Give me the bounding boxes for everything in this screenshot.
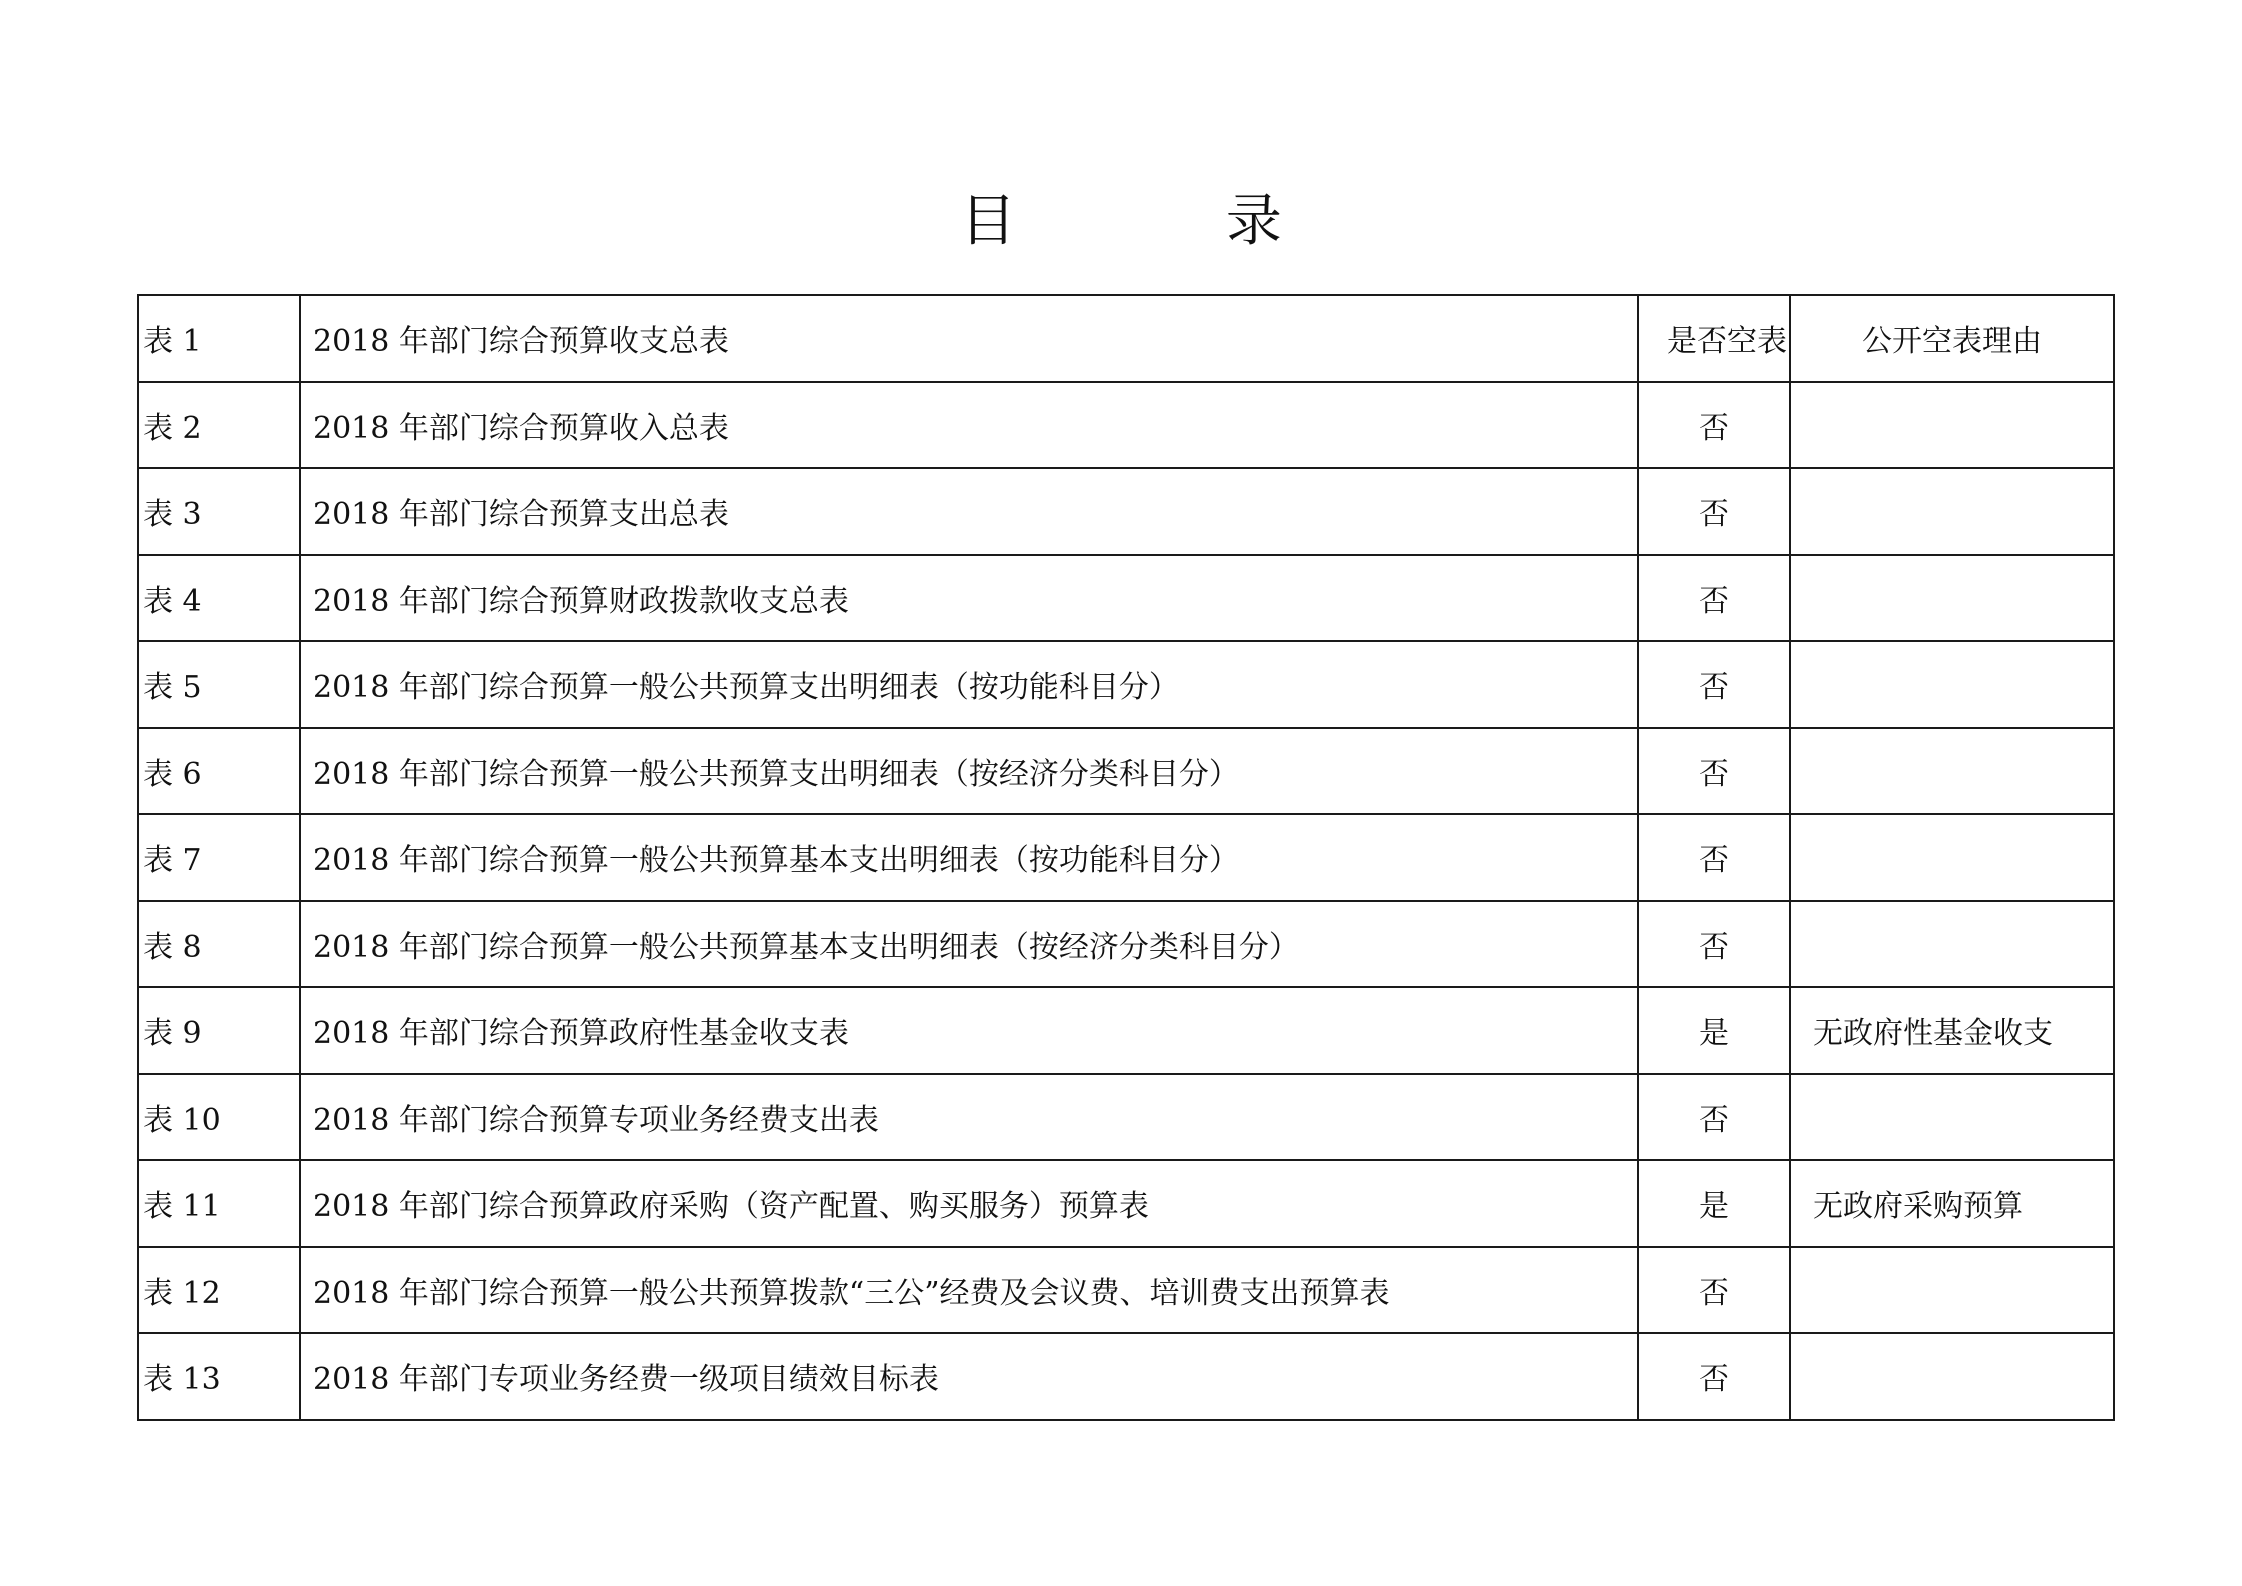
is-empty-header: 是否空表 (1638, 295, 1790, 382)
reason-cell (1790, 814, 2114, 901)
page-title: 目 录 (960, 189, 1378, 254)
is-empty-cell: 否 (1638, 728, 1790, 815)
reason-cell (1790, 382, 2114, 469)
table-name-cell: 2018 年部门综合预算一般公共预算基本支出明细表（按功能科目分） (300, 814, 1638, 901)
table-row (138, 987, 2114, 1074)
table-row (138, 1247, 2114, 1334)
is-empty-cell: 否 (1638, 814, 1790, 901)
is-empty-cell: 是 (1638, 987, 1790, 1074)
table-number-cell: 表 1 (138, 295, 300, 382)
table-name-cell: 2018 年部门综合预算政府采购（资产配置、购买服务）预算表 (300, 1160, 1638, 1247)
table-number-cell: 表 11 (138, 1160, 300, 1247)
table-row (138, 728, 2114, 815)
table-row (138, 641, 2114, 728)
table-name-cell: 2018 年部门综合预算一般公共预算拨款“三公”经费及会议费、培训费支出预算表 (300, 1247, 1638, 1334)
table-number-cell: 表 3 (138, 468, 300, 555)
is-empty-cell: 否 (1638, 555, 1790, 642)
is-empty-cell: 否 (1638, 1247, 1790, 1334)
table-number-cell: 表 12 (138, 1247, 300, 1334)
table-name-cell: 2018 年部门综合预算一般公共预算支出明细表（按功能科目分） (300, 641, 1638, 728)
table-row (138, 382, 2114, 469)
reason-cell (1790, 468, 2114, 555)
is-empty-cell: 否 (1638, 1333, 1790, 1420)
table-name-cell: 2018 年部门综合预算支出总表 (300, 468, 1638, 555)
table-row (138, 555, 2114, 642)
table-name-cell: 2018 年部门综合预算一般公共预算支出明细表（按经济分类科目分） (300, 728, 1638, 815)
table-number-cell: 表 7 (138, 814, 300, 901)
reason-cell (1790, 728, 2114, 815)
reason-cell: 无政府采购预算 (1790, 1160, 2114, 1247)
table-header-row (138, 295, 2114, 382)
is-empty-cell: 否 (1638, 468, 1790, 555)
reason-cell (1790, 555, 2114, 642)
table-name-cell: 2018 年部门综合预算政府性基金收支表 (300, 987, 1638, 1074)
table-row (138, 901, 2114, 988)
is-empty-cell: 是 (1638, 1160, 1790, 1247)
table-name-cell: 2018 年部门综合预算财政拨款收支总表 (300, 555, 1638, 642)
table-row (138, 1333, 2114, 1420)
table-name-cell: 2018 年部门综合预算一般公共预算基本支出明细表（按经济分类科目分） (300, 901, 1638, 988)
table-row (138, 468, 2114, 555)
table-row (138, 1074, 2114, 1161)
table-number-cell: 表 8 (138, 901, 300, 988)
toc-table (137, 294, 2115, 1421)
reason-cell (1790, 641, 2114, 728)
table-row (138, 1160, 2114, 1247)
table-number-cell: 表 4 (138, 555, 300, 642)
is-empty-cell: 否 (1638, 382, 1790, 469)
is-empty-cell: 否 (1638, 1074, 1790, 1161)
is-empty-cell: 否 (1638, 641, 1790, 728)
reason-cell: 无政府性基金收支 (1790, 987, 2114, 1074)
table-number-cell: 表 6 (138, 728, 300, 815)
table-name-cell: 2018 年部门综合预算收支总表 (300, 295, 1638, 382)
reason-cell (1790, 1247, 2114, 1334)
table-name-cell: 2018 年部门综合预算收入总表 (300, 382, 1638, 469)
table-name-cell: 2018 年部门综合预算专项业务经费支出表 (300, 1074, 1638, 1161)
table-number-cell: 表 10 (138, 1074, 300, 1161)
table-number-cell: 表 13 (138, 1333, 300, 1420)
reason-cell (1790, 901, 2114, 988)
reason-cell (1790, 1333, 2114, 1420)
is-empty-cell: 否 (1638, 901, 1790, 988)
table-name-cell: 2018 年部门专项业务经费一级项目绩效目标表 (300, 1333, 1638, 1420)
table-number-cell: 表 9 (138, 987, 300, 1074)
reason-header: 公开空表理由 (1790, 295, 2114, 382)
table-number-cell: 表 2 (138, 382, 300, 469)
table-number-cell: 表 5 (138, 641, 300, 728)
reason-cell (1790, 1074, 2114, 1161)
table-row (138, 814, 2114, 901)
